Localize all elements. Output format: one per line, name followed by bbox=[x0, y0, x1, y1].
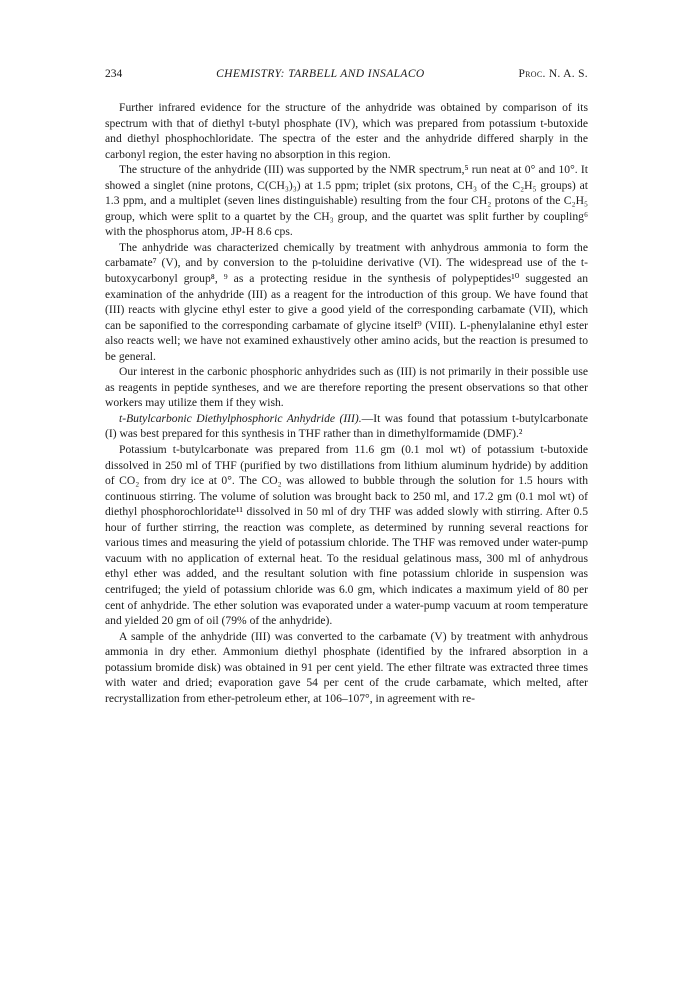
paragraph-preparation: Potassium t-butylcarbonate was prepared from 11.6 gm (0.1 mol wt) of potassium t-butoxide dissolved in 250 ml of THF (purified by two distillations from lithium aluminum hydride) by addition of CO₂ from dry ice at 0°. The CO₂ was allowed to bubble through the solution for 1.5 hours with continuous stirring. The volume of solution was brought back to 250 ml, and 17.2 gm (0.1 mol wt) of diethyl phosphorochloridate¹¹ dissolved in 50 ml of dry THF was added slowly with stirring. After 0.5 hour of further stirring, the reaction was complete, as determined by running several reactions for various times and measuring the yield of potassium chloride. The THF was removed under water-pump vacuum with no application of external heat. To the residual gelatinous mass, 300 ml of anhydrous ethyl ether was added, and the resultant solution with fine potassium chloride in suspension was centrifuged; the yield of potassium chloride was 6.0 gm, which indicates a maximum yield of 80 per cent of anhydride. The ether solution was evaporated under a water-pump vacuum at room temperature and yielded 20 gm of oil (79% of the anhydride). bbox=[105, 443, 588, 628]
page-number: 234 bbox=[105, 68, 123, 80]
running-title: CHEMISTRY: TARBELL AND INSALACO bbox=[216, 68, 425, 80]
paragraph-chemical-characterization: The anhydride was characterized chemically by treatment with anhydrous ammonia to form the carbamate⁷ (V), and by conversion to the p-toluidine derivative (VI). The widespread use of the t-butoxycarbonyl group⁸, ⁹ as a protecting residue in the synthesis of polypeptides¹⁰ suggested an examination of the anhydride (III) as a reagent for the introduction of this group. We have found that (III) reacts with glycine ethyl ester to give a good yield of the corresponding carbamate (VII), which can be saponified to the corresponding carbamate of glycine itself⁹ (VIII). L-phenylalanine ethyl ester also reacts well; we have not examined exhaustively other amino acids, but the reaction is presumed to be general. bbox=[105, 240, 588, 363]
journal-abbreviation: Proc. N. A. S. bbox=[518, 68, 588, 80]
paragraph-ir-evidence: Further infrared evidence for the structure of the anhydride was obtained by comparison of its spectrum with that of diethyl t-butyl phosphate (IV), which was prepared from potassium t-butoxide and diethyl phosphochloridate. The spectra of the ester and the anhydride differed sharply in the carbonyl region, the ester having no absorption in this region. bbox=[105, 101, 588, 161]
section-heading: t-Butylcarbonic Diethylphosphoric Anhydride (III). bbox=[119, 411, 362, 425]
paragraph-nmr-spectrum: The structure of the anhydride (III) was supported by the NMR spectrum,⁵ run neat at 0° and 10°. It showed a singlet (nine protons, C(CH₃)₃) at 1.5 ppm; triplet (six protons, CH₃ of the C₂H₅ groups) at 1.3 ppm, and a multiplet (seven lines distinguishable) resulting from the four CH₂ protons of the C₂H₅ group, which were split to a quartet by the CH₃ group, and the quartet was split further by coupling⁶ with the phosphorus atom, JP-H 8.6 cps. bbox=[105, 163, 588, 239]
running-head bbox=[105, 68, 588, 80]
section-intro-text: —It was found that potassium t-butylcarbonate (I) was best prepared for this synthesis in THF rather than in dimethylformamide (DMF).² bbox=[105, 411, 588, 441]
paragraph-interest: Our interest in the carbonic phosphoric anhydrides such as (III) is not primarily in their possible use as reagents in peptide syntheses, and we are therefore reporting the present observations so that other workers may utilize them if they wish. bbox=[105, 365, 588, 410]
paragraph-section-intro bbox=[105, 411, 588, 442]
body-text bbox=[105, 100, 588, 706]
paragraph-carbamate-conversion: A sample of the anhydride (III) was converted to the carbamate (V) by treatment with anhydrous ammonia in dry ether. Ammonium diethyl phosphate (identified by the infrared absorption in a potassium bromide disk) was obtained in 91 per cent yield. The ether filtrate was extracted three times with water and dried; evaporation gave 54 per cent of the crude carbamate, which melted, after recrystallization from ether-petroleum ether, at 106–107°, in agreement with re- bbox=[105, 629, 588, 705]
journal-page bbox=[105, 68, 588, 706]
